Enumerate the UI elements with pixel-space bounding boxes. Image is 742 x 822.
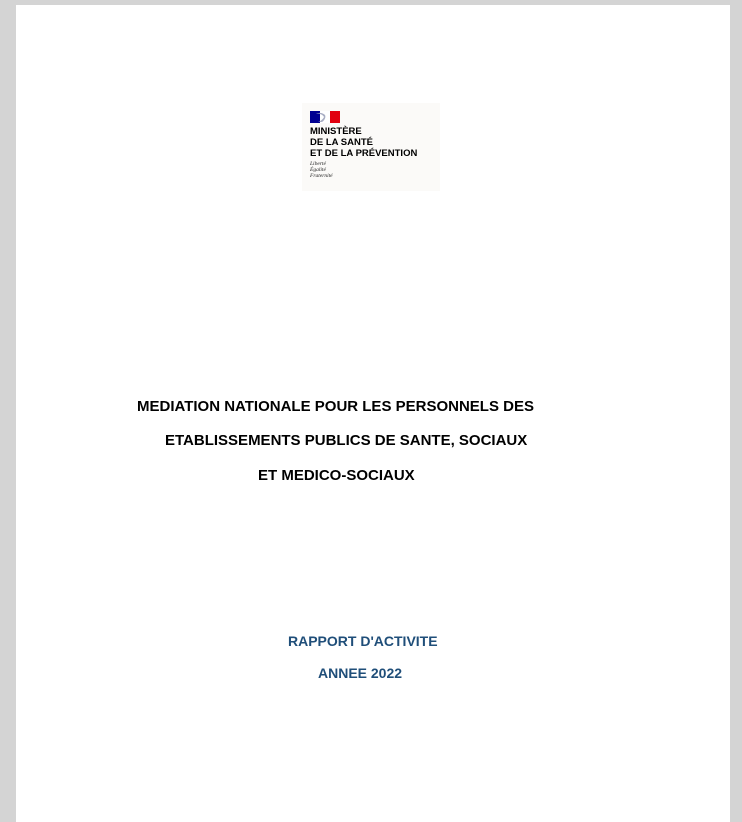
report-subtitle: RAPPORT D'ACTIVITE — [288, 633, 438, 649]
report-year: ANNEE 2022 — [318, 665, 403, 681]
logo-motto-line: Fraternité — [310, 173, 333, 179]
document-title-line: ET MEDICO-SOCIAUX — [258, 467, 415, 484]
document-title-line: MEDIATION NATIONALE POUR LES PERSONNELS DES — [137, 398, 534, 415]
logo-motto-line: Liberté — [310, 161, 326, 167]
ministry-logo — [302, 103, 440, 191]
document-page — [16, 5, 730, 822]
logo-ministry-line: DE LA SANTÉ — [310, 137, 373, 148]
document-title-line: ETABLISSEMENTS PUBLICS DE SANTE, SOCIAUX — [165, 432, 528, 449]
marianne-flag-icon — [310, 111, 340, 123]
logo-ministry-line: ET DE LA PRÉVENTION — [310, 148, 418, 159]
logo-motto-line: Égalité — [310, 167, 326, 173]
logo-ministry-line: MINISTÈRE — [310, 126, 362, 137]
